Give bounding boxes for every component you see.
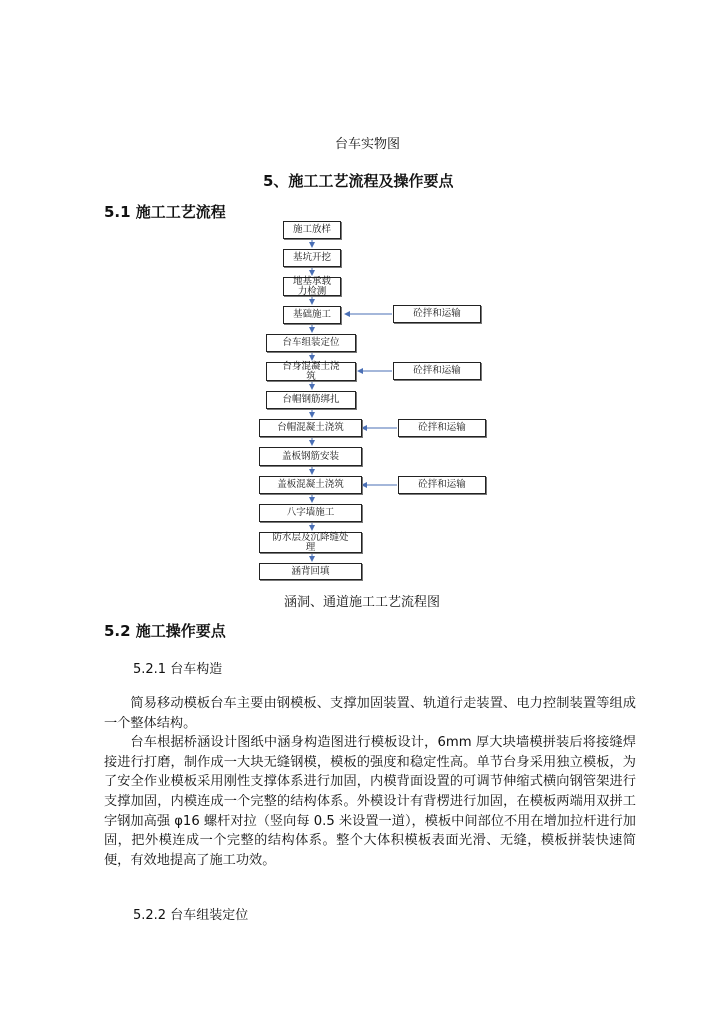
- flow-step: 基础施工: [283, 306, 341, 324]
- flow-step: 施工放样: [283, 221, 341, 239]
- flow-step: 涵背回填: [259, 563, 362, 580]
- flowchart-caption: 涵洞、通道施工工艺流程图: [284, 595, 441, 610]
- flow-side-step: 砼拌和运输: [398, 419, 486, 437]
- flow-step: 台车组装定位: [266, 334, 356, 352]
- section-5-1-title: 5.1 施工工艺流程: [104, 203, 226, 221]
- subsection-5-2-1-title: 5.2.1 台车构造: [133, 662, 223, 677]
- flow-step: 防水层及沉降缝处理: [259, 532, 362, 553]
- flow-step: 台身混凝土浇筑: [266, 362, 356, 381]
- flow-step: 八字墙施工: [259, 504, 362, 522]
- section-5-2-title: 5.2 施工操作要点: [104, 622, 226, 640]
- paragraph: 简易移动模板台车主要由钢模板、支撑加固装置、轨道行走装置、电力控制装置等组成一个整体结构。: [104, 696, 636, 731]
- flow-side-step: 砼拌和运输: [393, 305, 481, 323]
- flow-side-step: 砼拌和运输: [398, 476, 486, 494]
- flow-step: 台帽钢筋绑扎: [266, 391, 356, 409]
- flow-step: 地基承载力检测: [283, 277, 341, 296]
- flow-step: 基坑开挖: [283, 249, 341, 267]
- section-5-title: 5、施工工艺流程及操作要点: [263, 172, 454, 190]
- paragraph: 台车根据桥涵设计图纸中涵身构造图进行模板设计，6mm 厚大块墙模拼装后将接缝焊接进行打磨，制作成一大块无缝钢模，模板的强度和稳定性高。单节台身采用独立模板，为了安全作业模板采用刚性支撑体系进行加固，内模背面设置的可调节伸缩式横向钢管架进行支撑加固，内模连成一个完整的结构体系。外模设计有背楞进行加固，在模板两端用双拼工字钢加高强 φ16 螺杆对拉（竖向每 0.5 米设置一道），模板中间部位不用在增加拉杆进行加固，把外模连成一个完整的结构体系。整个大体积模板表面光滑、无缝，模板拼装快速简便，有效地提高了施工功效。: [104, 735, 636, 868]
- flow-step: 盖板钢筋安装: [259, 447, 362, 466]
- body-paragraphs: [104, 694, 636, 870]
- flow-step: 盖板混凝土浇筑: [259, 476, 362, 494]
- subsection-5-2-2-title: 5.2.2 台车组装定位: [133, 908, 249, 923]
- flow-side-step: 砼拌和运输: [393, 362, 481, 380]
- figure-caption-trolley: 台车实物图: [335, 137, 401, 152]
- flow-step: 台帽混凝土浇筑: [259, 419, 362, 437]
